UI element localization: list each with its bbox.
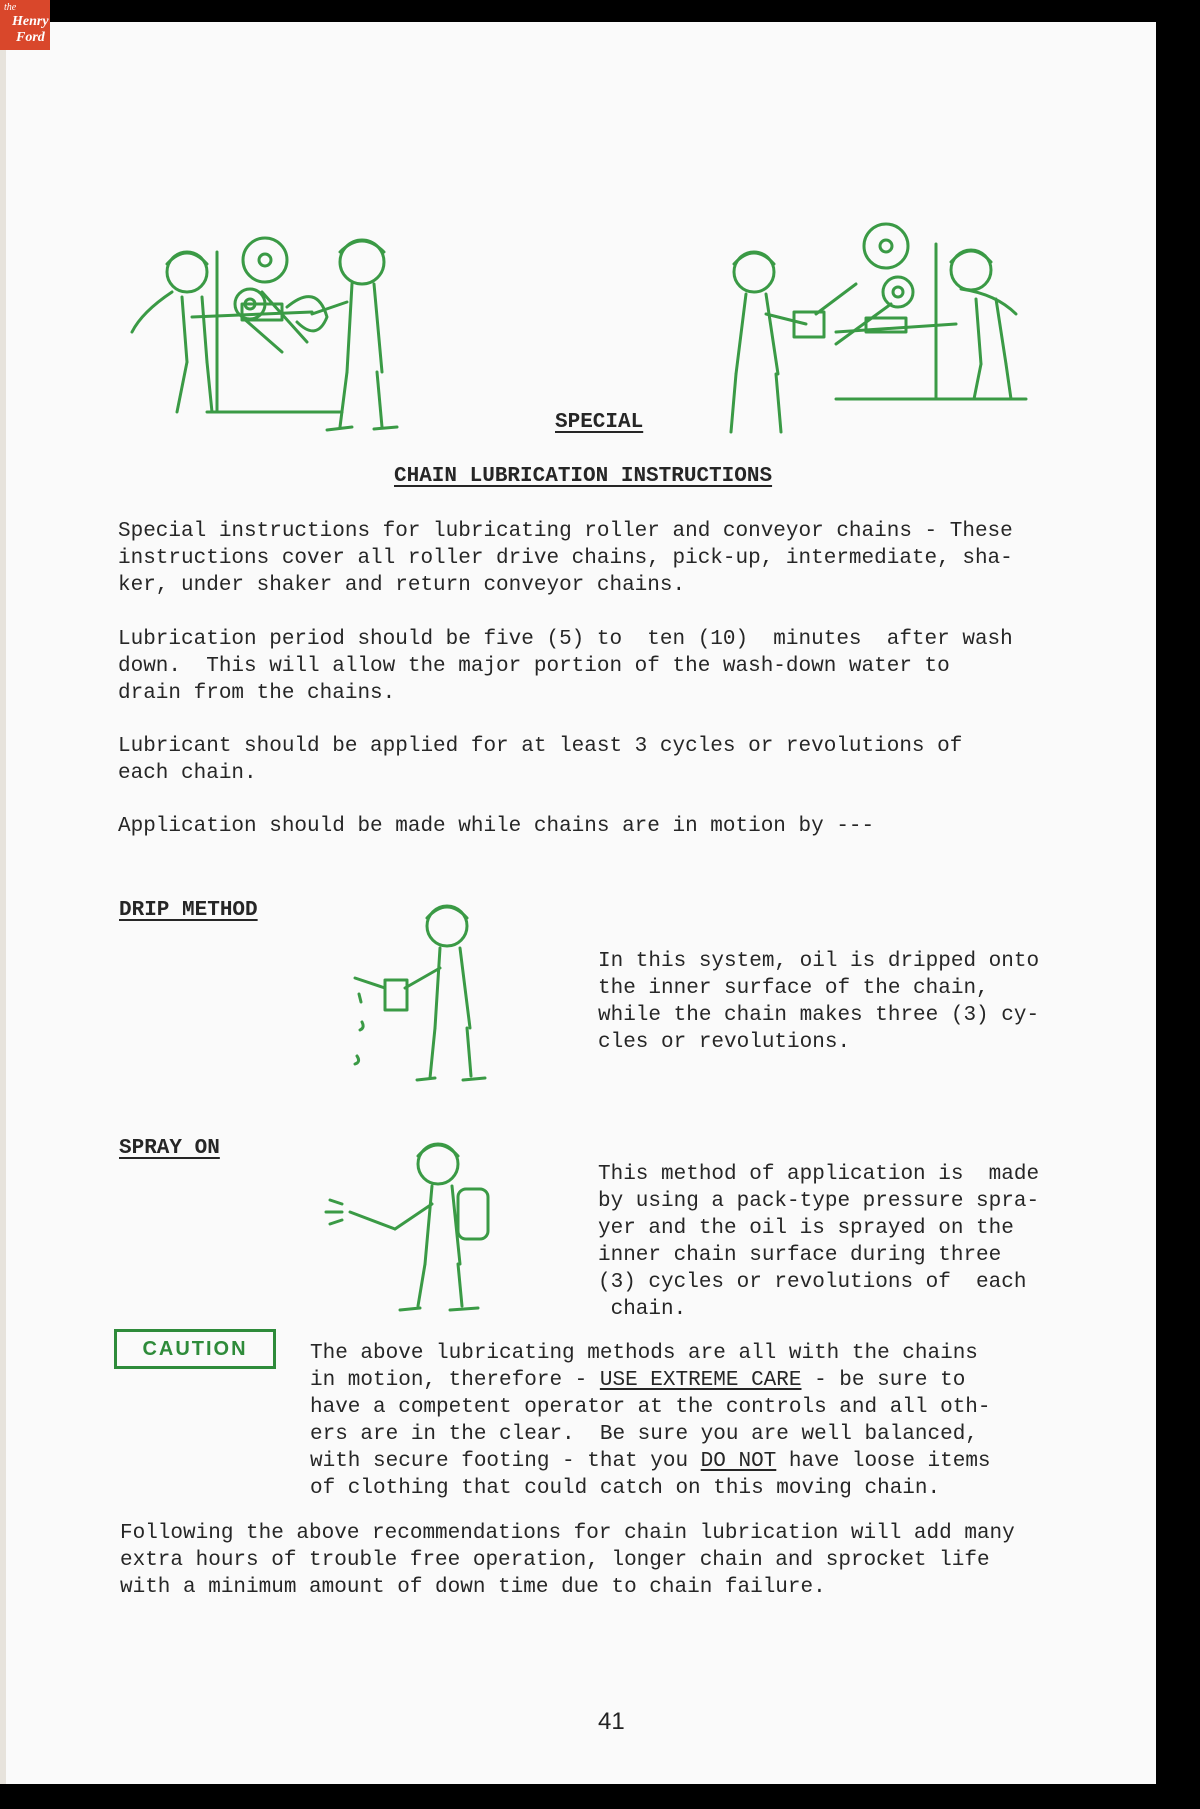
caution-line1: The above lubricating methods are all with the chains (310, 1342, 978, 1365)
spray-on-heading: SPRAY ON (119, 1137, 220, 1160)
para-application: Application should be made while chains are in motion by --- (118, 815, 875, 838)
para-intro-line3: ker, under shaker and return conveyor chains. (118, 574, 686, 597)
title-chain-lubrication: CHAIN LUBRICATION INSTRUCTIONS (394, 465, 773, 488)
drip-line2: the inner surface of the chain, (598, 977, 989, 1000)
para-period-line1: Lubrication period should be five (5) to ten (10) minutes after wash (118, 628, 1013, 651)
use-extreme-care-emphasis: USE EXTREME CARE (599, 1369, 802, 1392)
para-intro-line1: Special instructions for lubricating roller and conveyor chains - These (118, 520, 1013, 543)
drip-line3: while the chain makes three (3) cy- (598, 1004, 1040, 1027)
caution-line6: of clothing that could catch on this moving chain. (310, 1477, 941, 1500)
page-number: 41 (598, 1708, 625, 1735)
caution-line3: have a competent operator at the controls and all oth- (310, 1396, 991, 1419)
mechanics-illustration-right (706, 214, 1046, 446)
spray-line4: inner chain surface during three (598, 1244, 1002, 1267)
spray-line3: yer and the oil is sprayed on the (598, 1217, 1014, 1240)
closing-line2: extra hours of trouble free operation, longer chain and sprocket life (120, 1549, 990, 1572)
caution-line4: ers are in the clear. Be sure you are well balanced, (310, 1423, 978, 1446)
spray-line2: by using a pack-type pressure spra- (598, 1190, 1040, 1213)
drip-line4: cles or revolutions. (598, 1031, 851, 1054)
closing-line3: with a minimum amount of down time due to chain failure. (120, 1576, 826, 1599)
closing-line1: Following the above recommendations for chain lubrication will add many (120, 1522, 1015, 1545)
drip-method-heading: DRIP METHOD (119, 899, 258, 922)
title-special: SPECIAL (555, 411, 644, 434)
spray-line6: chain. (598, 1298, 687, 1321)
pack-sprayer-figure (320, 1134, 510, 1314)
mechanics-illustration-left (112, 222, 437, 440)
henry-ford-logo: the Henry Ford (0, 0, 50, 50)
drip-oil-can-figure (345, 898, 515, 1084)
para-cycles-line1: Lubricant should be applied for at least 3 cycles or revolutions of (118, 735, 963, 758)
caution-badge: CAUTION (114, 1329, 276, 1369)
para-period-line2: down. This will allow the major portion of the wash-down water to (118, 655, 950, 678)
drip-line1: In this system, oil is dripped onto (598, 950, 1040, 973)
para-period-line3: drain from the chains. (118, 682, 396, 705)
spray-line1: This method of application is made (598, 1163, 1040, 1186)
caution-line2: in motion, therefore - USE EXTREME CARE - be sure to (310, 1369, 966, 1392)
do-not-emphasis: DO NOT (700, 1450, 777, 1473)
para-cycles-line2: each chain. (118, 762, 257, 785)
spray-line5: (3) cycles or revolutions of each (598, 1271, 1027, 1294)
caution-line5: with secure footing - that you DO NOT have loose items (310, 1450, 991, 1473)
para-intro-line2: instructions cover all roller drive chains, pick-up, intermediate, sha- (118, 547, 1013, 570)
